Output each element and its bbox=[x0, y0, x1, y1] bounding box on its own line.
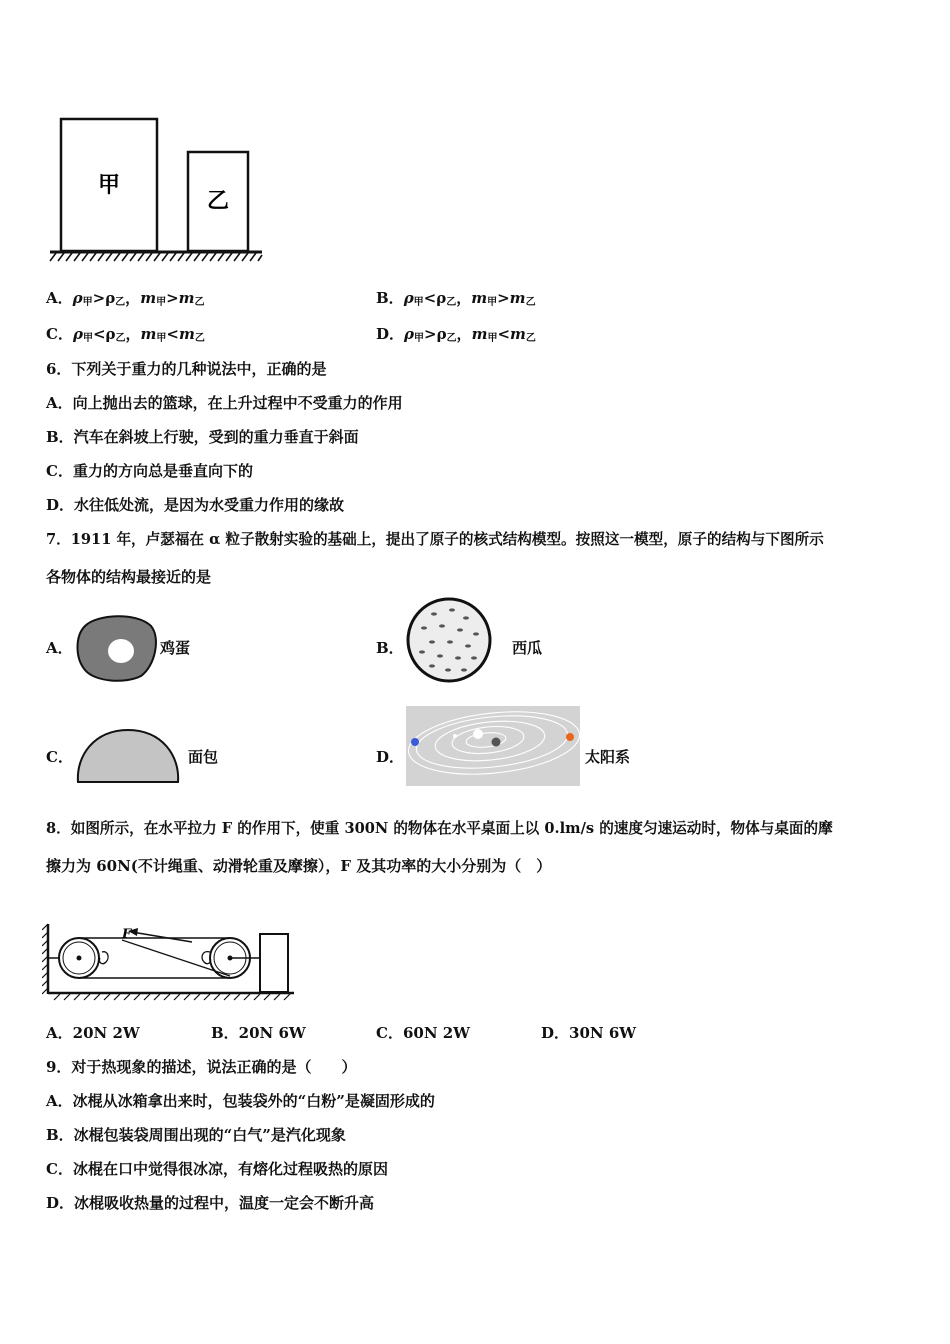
q5-option-b[interactable]: B．$\rho_甲<\rho_乙$，$m_甲>m_乙$ bbox=[376, 289, 536, 308]
q7-option-d-letter[interactable]: D． bbox=[376, 748, 405, 766]
solar-system-figure bbox=[406, 706, 580, 786]
q7-stem-line1: 7．1911 年，卢瑟福在 α 粒子散射实验的基础上，提出了原子的核式结构模型。按照这一模型，原子的结构与下图所示 bbox=[46, 531, 824, 548]
q7-option-a-caption: 鸡蛋 bbox=[160, 639, 191, 657]
q7-option-b-letter[interactable]: B． bbox=[376, 639, 404, 657]
ground-hatch bbox=[50, 253, 262, 261]
q5-option-c[interactable]: C．$\rho_甲<\rho_乙$，$m_甲<m_乙$ bbox=[46, 325, 205, 344]
force-label: F bbox=[122, 927, 132, 942]
sun-icon bbox=[473, 729, 483, 739]
pulley-figure bbox=[42, 918, 300, 1004]
q6-option-b[interactable]: B．汽车在斜坡上行驶，受到的重力垂直于斜面 bbox=[46, 428, 359, 446]
q8-stem-line1: 8．如图所示，在水平拉力 F 的作用下，使重 300N 的物体在水平桌面上以 0.lm/s 的速度匀速运动时，物体与桌面的摩 bbox=[46, 820, 833, 837]
q5-option-d[interactable]: D．$\rho_甲>\rho_乙$，$m_甲<m_乙$ bbox=[376, 325, 536, 344]
q9-stem: 9．对于热现象的描述，说法正确的是（ ） bbox=[46, 1058, 357, 1076]
q5-option-a[interactable]: A．$\rho_甲>\rho_乙$，$m_甲>m_乙$ bbox=[46, 289, 205, 308]
q7-option-b-caption: 西瓜 bbox=[512, 639, 543, 657]
q9-option-d[interactable]: D．冰棍吸收热量的过程中，温度一定会不断升高 bbox=[46, 1194, 375, 1212]
block-yi-label: 乙 bbox=[206, 189, 230, 214]
egg-figure bbox=[75, 612, 159, 684]
q5-blocks-figure bbox=[46, 112, 268, 268]
q6-stem: 6．下列关于重力的几种说法中，正确的是 bbox=[46, 360, 327, 378]
blue-planet-icon bbox=[411, 738, 419, 746]
q9-option-b[interactable]: B．冰棍包装袋周围出现的“白气”是汽化现象 bbox=[46, 1126, 346, 1144]
watermelon-figure bbox=[404, 596, 494, 684]
q7-option-a-letter[interactable]: A． bbox=[46, 639, 73, 657]
q8-stem-line2: 擦力为 60N(不计绳重、动滑轮重及摩擦），F 及其功率的大小分别为（ ） bbox=[46, 857, 552, 875]
q9-option-c[interactable]: C．冰棍在口中觉得很冰凉，有熔化过程吸热的原因 bbox=[46, 1160, 388, 1178]
block-jia-label: 甲 bbox=[97, 173, 121, 198]
q9-option-a[interactable]: A．冰棍从冰箱拿出来时，包装袋外的“白粉”是凝固形成的 bbox=[46, 1092, 435, 1110]
q7-option-c-caption: 面包 bbox=[188, 748, 219, 766]
q6-option-d[interactable]: D．水往低处流，是因为水受重力作用的缘故 bbox=[46, 496, 345, 514]
q6-option-c[interactable]: C．重力的方向总是垂直向下的 bbox=[46, 462, 253, 480]
q7-stem-line2: 各物体的结构最接近的是 bbox=[46, 568, 212, 586]
q8-option-a[interactable]: A．20N 2W bbox=[46, 1024, 140, 1042]
q7-option-c-letter[interactable]: C． bbox=[46, 748, 73, 766]
q7-option-d-caption: 太阳系 bbox=[585, 748, 631, 766]
q8-option-b[interactable]: B．20N 6W bbox=[211, 1024, 306, 1042]
orange-planet-icon bbox=[566, 733, 574, 741]
bread-figure bbox=[74, 726, 182, 786]
q8-option-c[interactable]: C．60N 2W bbox=[376, 1024, 471, 1042]
q6-option-a[interactable]: A．向上抛出去的篮球，在上升过程中不受重力的作用 bbox=[46, 394, 403, 412]
q8-option-d[interactable]: D．30N 6W bbox=[541, 1024, 637, 1042]
